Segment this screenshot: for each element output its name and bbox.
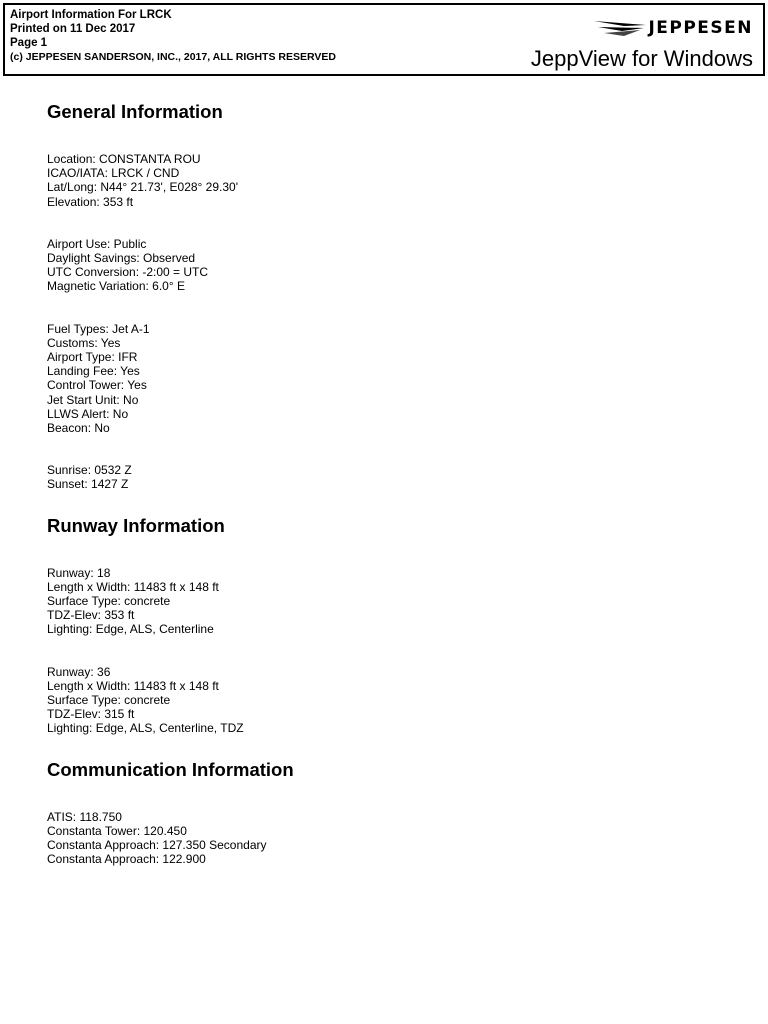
section-title-general: General Information [47,101,223,122]
info-line: Customs: Yes [47,335,121,350]
frequencies-block [47,810,737,867]
print-info [10,8,336,64]
info-line: TDZ-Elev: 315 ft [47,707,135,722]
branding [453,17,753,72]
info-line: Lighting: Edge, ALS, Centerline, TDZ [47,721,244,736]
info-line: Constanta Tower: 120.450 [47,823,187,838]
info-line: Constanta Approach: 122.900 [47,852,206,867]
info-line: Beacon: No [47,421,110,436]
info-line: Sunrise: 0532 Z [47,463,132,478]
info-line: Surface Type: concrete [47,693,171,708]
runway-18-block [47,566,737,637]
sun-times-block [47,463,737,491]
airport-info-title: Airport Information For LRCK [10,9,172,21]
brand-name: JEPPESEN [648,18,753,38]
info-line: Constanta Approach: 127.350 Secondary [47,838,267,853]
info-line: ICAO/IATA: LRCK / CND [47,166,180,181]
info-line: Location: CONSTANTA ROU [47,152,201,166]
facilities-block [47,322,737,436]
document-body [47,100,737,867]
print-header [3,3,765,76]
info-line: Length x Width: 11483 ft x 148 ft [47,579,219,594]
info-line: Lat/Long: N44° 21.73', E028° 29.30' [47,180,238,195]
jeppesen-swoosh-icon [594,19,646,37]
printed-date: Printed on 11 Dec 2017 [10,23,136,35]
copyright-notice: (c) JEPPESEN SANDERSON, INC., 2017, ALL RIGHTS RESERVED [10,51,336,63]
info-line: Landing Fee: Yes [47,364,140,379]
info-line: Daylight Savings: Observed [47,251,196,266]
info-line: Lighting: Edge, ALS, Centerline [47,622,214,637]
airport-use-block [47,237,737,294]
info-line: Fuel Types: Jet A-1 [47,321,150,336]
general-information-section [47,100,737,492]
info-line: LLWS Alert: No [47,406,129,421]
section-title-communication: Communication Information [47,758,294,780]
page-number: Page 1 [10,37,48,49]
communication-information-section [47,758,737,867]
info-line: Magnetic Variation: 6.0° E [47,279,185,294]
info-line: Sunset: 1427 Z [47,477,129,492]
section-title-runway: Runway Information [47,514,225,536]
info-line: Airport Use: Public [47,236,147,251]
info-line: Control Tower: Yes [47,378,147,393]
info-line: UTC Conversion: -2:00 = UTC [47,265,209,280]
info-line: Surface Type: concrete [47,594,171,609]
info-line: Length x Width: 11483 ft x 148 ft [47,678,219,693]
info-line: Runway: 36 [47,664,111,679]
runway-36-block [47,665,737,736]
product-name: JeppView for Windows [530,46,753,71]
runway-information-section [47,514,737,736]
info-line: Jet Start Unit: No [47,392,139,407]
info-line: ATIS: 118.750 [47,809,122,824]
info-line: Airport Type: IFR [47,350,138,365]
jeppesen-logo [594,17,753,39]
info-line: Runway: 18 [47,565,111,580]
info-line: Elevation: 353 ft [47,194,134,209]
location-block [47,152,737,209]
info-line: TDZ-Elev: 353 ft [47,608,135,623]
